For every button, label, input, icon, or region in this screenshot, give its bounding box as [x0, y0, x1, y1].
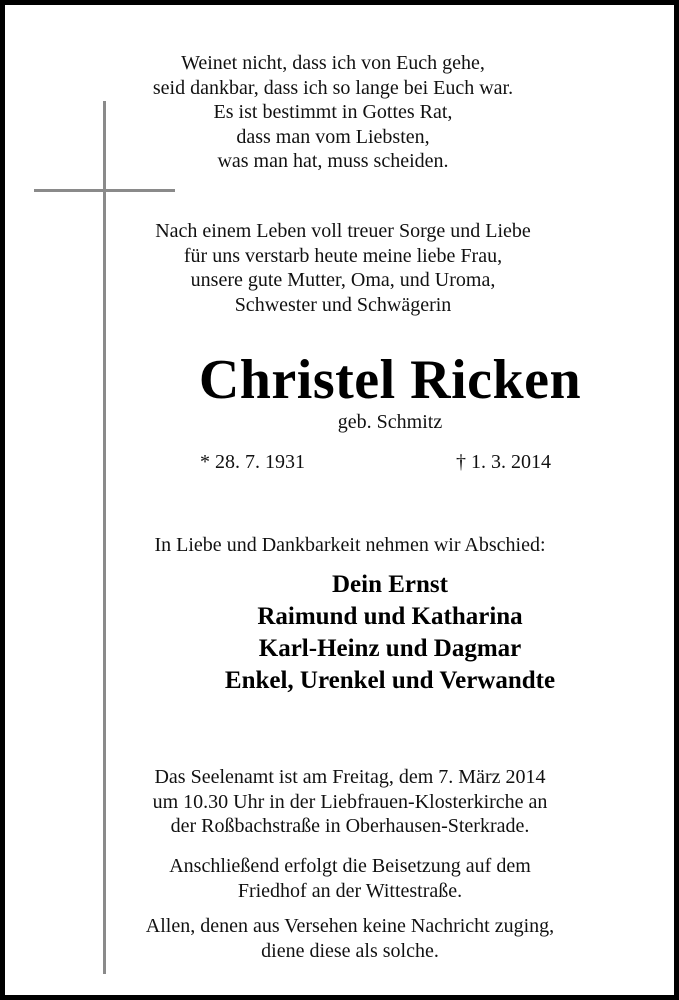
maiden-name: geb. Schmitz [337, 411, 443, 433]
burial-line: Friedhof an der Wittestraße. [237, 879, 463, 902]
birth-date: * 28. 7. 1931 [200, 451, 305, 473]
farewell-line [60, 533, 640, 558]
poem-line: seid dankbar, dass ich so lange bei Euch war. [152, 76, 514, 99]
burial-line: Anschließend erfolgt die Beisetzung auf dem [169, 855, 531, 877]
note-line: diene diese als solche. [261, 939, 439, 962]
intro-line: für uns verstarb heute meine liebe Frau, [183, 244, 503, 267]
farewell-text: In Liebe und Dankbarkeit nehmen wir Abschied: [154, 534, 546, 556]
poem-line: Weinet nicht, dass ich von Euch gehe, [181, 52, 485, 74]
poem-line: dass man vom Liebsten, [236, 125, 430, 148]
family-member: Dein Ernst [332, 571, 448, 598]
service-line: der Roßbachstraße in Oberhausen-Sterkrade. [170, 815, 530, 837]
cross-horizontal-bar [34, 189, 175, 192]
death-date: † 1. 3. 2014 [456, 451, 551, 473]
intro-line: unsere gute Mutter, Oma, und Uroma, [190, 269, 496, 291]
intro-line: Schwester und Schwägerin [234, 293, 452, 316]
family-member: Raimund und Katharina [257, 603, 523, 630]
closing-note [60, 914, 640, 963]
poem [33, 51, 633, 174]
poem-line: Es ist bestimmt in Gottes Rat, [213, 101, 453, 123]
poem-line: was man hat, muss scheiden. [217, 150, 449, 172]
family-member: Karl-Heinz und Dagmar [258, 635, 522, 662]
family-list [90, 569, 679, 697]
family-member: Enkel, Urenkel und Verwandte [224, 667, 556, 694]
service-line: Das Seelenamt ist am Freitag, dem 7. März 2014 [154, 766, 546, 788]
burial-info [60, 854, 640, 903]
intro-text [33, 219, 653, 317]
deceased-name: Christel Ricken [198, 349, 582, 411]
note-line: Allen, denen aus Versehen keine Nachricht zuging, [145, 915, 555, 937]
service-info [60, 765, 640, 839]
service-line: um 10.30 Uhr in der Liebfrauen-Klosterkirche an [152, 790, 548, 813]
intro-line: Nach einem Leben voll treuer Sorge und Liebe [155, 220, 531, 242]
